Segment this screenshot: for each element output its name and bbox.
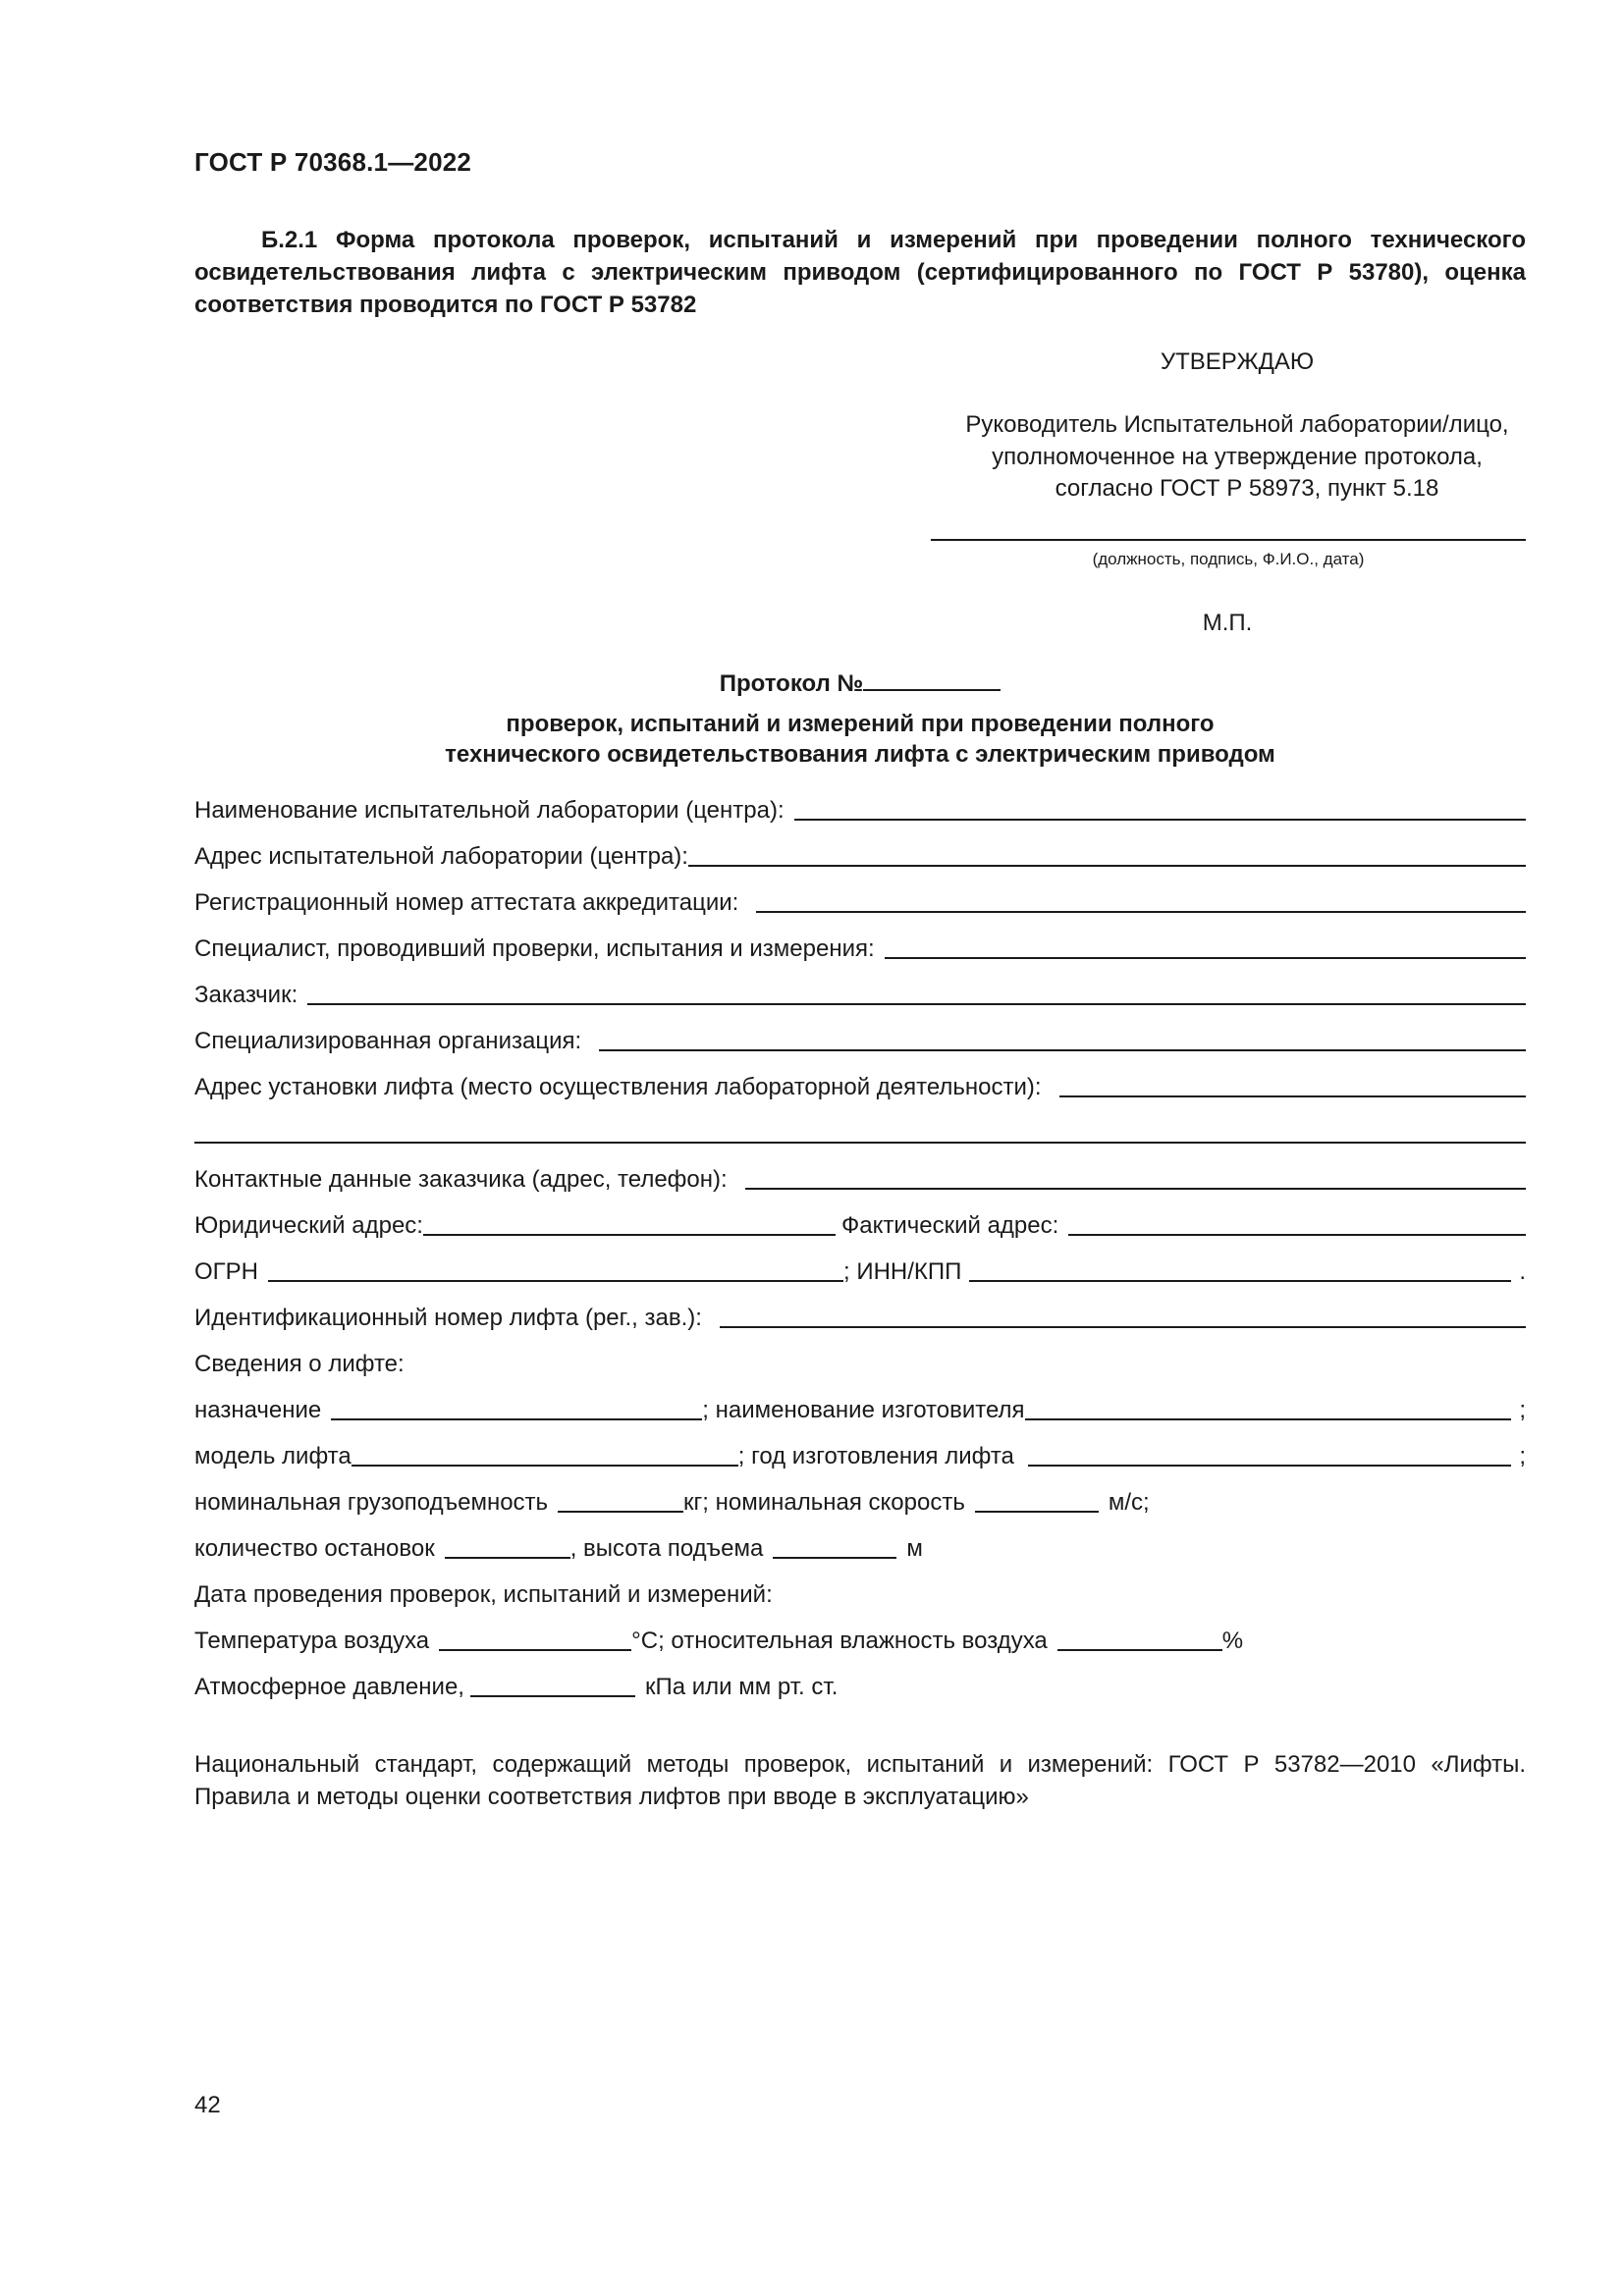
contacts-field[interactable] (745, 1164, 1526, 1190)
humidity-field[interactable] (1057, 1626, 1222, 1651)
install-address-label: Адрес установки лифта (место осуществления лабораторной деятельности): (194, 1074, 1042, 1100)
protocol-subtitle-2: технического освидетельствования лифта с электрическим приводом (445, 741, 1275, 768)
customer-field[interactable] (307, 980, 1526, 1005)
approval-line-3: согласно ГОСТ Р 58973, пункт 5.18 (1055, 475, 1439, 502)
legal-address-field[interactable] (423, 1210, 836, 1236)
approval-line-1: Руководитель Испытательной лаборатории/лицо, (965, 411, 1509, 438)
row-stops (194, 1529, 1526, 1563)
row-lift-id (194, 1299, 1526, 1332)
inn-label: ; ИНН/КПП (843, 1258, 962, 1285)
lab-name-field[interactable] (794, 795, 1526, 821)
manufacturer-label: ; наименование изготовителя (702, 1397, 1025, 1423)
row-purpose (194, 1391, 1526, 1424)
row-install-address-cont (194, 1114, 1526, 1148)
lift-id-field[interactable] (720, 1303, 1526, 1328)
row-org (194, 1022, 1526, 1055)
year-field[interactable] (1028, 1441, 1511, 1467)
speed-unit: м/с; (1108, 1489, 1150, 1516)
height-field[interactable] (773, 1533, 896, 1559)
lab-address-label: Адрес испытательной лаборатории (центра): (194, 843, 688, 870)
protocol-title-text: Протокол № (719, 670, 864, 697)
signature-line[interactable] (931, 539, 1526, 541)
temperature-label: Температура воздуха (194, 1628, 430, 1654)
row-addresses (194, 1206, 1526, 1240)
temperature-field[interactable] (439, 1626, 631, 1651)
model-label: модель лифта (194, 1443, 352, 1469)
national-standard-paragraph: Национальный стандарт, содержащий методы проверок, испытаний и измерений: ГОСТ Р 53782—2010 «Лифты. Правила и методы оценки соответствия лифтов при вводе в эксплуатацию» (194, 1751, 1526, 1810)
install-address-field[interactable] (1059, 1072, 1526, 1097)
legal-address-label: Юридический адрес: (194, 1212, 423, 1239)
lift-id-label: Идентификационный номер лифта (рег., зав.): (194, 1305, 702, 1331)
install-address-field-cont[interactable] (194, 1118, 1526, 1144)
purpose-label: назначение (194, 1397, 322, 1423)
row-temperature (194, 1622, 1526, 1655)
row-accreditation (194, 883, 1526, 917)
model-field[interactable] (352, 1441, 738, 1467)
row-ogrn-inn (194, 1253, 1526, 1286)
capacity-label: номинальная грузоподъемность (194, 1489, 549, 1516)
specialist-label: Специалист, проводивший проверки, испытания и измерения: (194, 935, 875, 962)
temp-unit: °С; относительная влажность воздуха (631, 1628, 1048, 1654)
capacity-unit: кг; номинальная скорость (683, 1489, 965, 1516)
row-pressure (194, 1668, 1526, 1701)
org-field[interactable] (599, 1026, 1526, 1051)
approval-title: УТВЕРЖДАЮ (1160, 348, 1315, 375)
stops-label: количество остановок (194, 1535, 435, 1562)
customer-label: Заказчик: (194, 982, 298, 1008)
stops-field[interactable] (445, 1533, 570, 1559)
purpose-field[interactable] (331, 1395, 702, 1420)
contacts-label: Контактные данные заказчика (адрес, телефон): (194, 1166, 728, 1193)
row-specialist (194, 930, 1526, 963)
accreditation-field[interactable] (756, 887, 1526, 913)
row-customer (194, 976, 1526, 1009)
protocol-title (194, 667, 1526, 698)
inn-field[interactable] (969, 1256, 1511, 1282)
section-intro-text: Б.2.1 Форма протокола проверок, испытаний и измерений при проведении полного технического освидетельствования лифта с электрическим приводом (сертифицированного по ГОСТ Р 53780), оценка соответствия проводится по ГОСТ Р 53782 (194, 227, 1526, 318)
manufacturer-semicolon: ; (1519, 1397, 1526, 1423)
specialist-field[interactable] (885, 934, 1526, 959)
height-label: , высота подъема (569, 1535, 764, 1562)
document-header: ГОСТ Р 70368.1—2022 (194, 147, 472, 177)
inn-period: . (1519, 1258, 1526, 1285)
row-model (194, 1437, 1526, 1470)
actual-address-field[interactable] (1068, 1210, 1526, 1236)
stamp-label: М.П. (1202, 610, 1253, 636)
year-label: ; год изготовления лифта (737, 1443, 1014, 1469)
test-date-label: Дата проведения проверок, испытаний и измерений: (194, 1581, 773, 1608)
protocol-subtitle-1: проверок, испытаний и измерений при проведении полного (506, 711, 1215, 737)
protocol-number-field[interactable] (863, 667, 1001, 691)
humidity-unit: % (1221, 1628, 1244, 1654)
speed-field[interactable] (975, 1487, 1099, 1513)
actual-address-label: Фактический адрес: (840, 1212, 1059, 1239)
pressure-unit: кПа или мм рт. ст. (644, 1674, 839, 1700)
accreditation-label: Регистрационный номер аттестата аккредитации: (194, 889, 739, 916)
height-unit: м (906, 1535, 923, 1562)
page-number: 42 (194, 2092, 221, 2118)
row-lab-name (194, 791, 1526, 825)
lab-name-label: Наименование испытательной лаборатории (центра): (194, 797, 785, 824)
manufacturer-field[interactable] (1025, 1395, 1512, 1420)
row-lift-info (194, 1345, 1526, 1378)
row-capacity (194, 1483, 1526, 1517)
row-contacts (194, 1160, 1526, 1194)
org-label: Специализированная организация: (194, 1028, 582, 1054)
lift-info-label: Сведения о лифте: (194, 1351, 405, 1377)
year-semicolon: ; (1519, 1443, 1526, 1469)
row-install-address (194, 1068, 1526, 1101)
row-lab-address (194, 837, 1526, 871)
pressure-field[interactable] (470, 1672, 635, 1697)
ogrn-label: ОГРН (194, 1258, 259, 1285)
signature-caption: (должность, подпись, Ф.И.О., дата) (1092, 550, 1365, 568)
pressure-label: Атмосферное давление, (194, 1674, 464, 1700)
section-intro (194, 224, 1526, 321)
approval-line-2: уполномоченное на утверждение протокола, (992, 444, 1483, 470)
row-test-date (194, 1575, 1526, 1609)
ogrn-field[interactable] (268, 1256, 843, 1282)
lab-address-field[interactable] (688, 841, 1526, 867)
capacity-field[interactable] (558, 1487, 683, 1513)
